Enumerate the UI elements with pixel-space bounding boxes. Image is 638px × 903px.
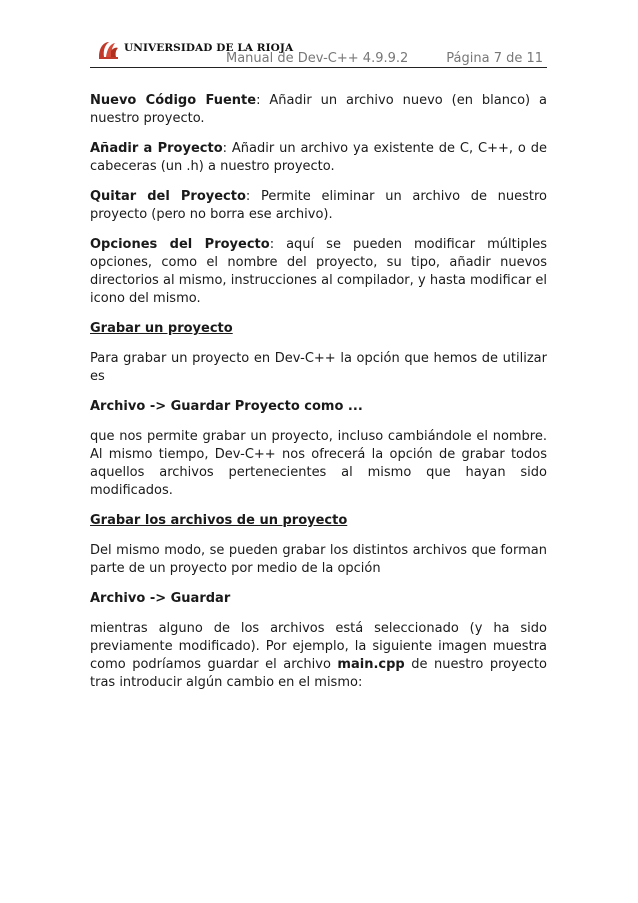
- definition: : Añadir un archivo ya existente de C, C++, o de cabeceras (un .h) a nuestro proyecto.: [90, 141, 547, 174]
- header-rule: [90, 67, 547, 68]
- term: Nuevo Código Fuente: [90, 93, 257, 108]
- heading-text: Grabar los archivos de un proyecto: [90, 513, 348, 528]
- page-header: [90, 38, 547, 70]
- university-name: UNIVERSIDAD DE LA RIOJA: [124, 42, 294, 54]
- filename: main.cpp: [337, 657, 405, 672]
- paragraph-grabar-detalle: que nos permite grabar un proyecto, incluso cambiándole el nombre. Al mismo tiempo, Dev-C++ nos ofrecerá la opción de grabar todos aquellos archivos pertenecientes al mismo que hayan sido modificados.: [90, 429, 547, 498]
- text: mientras alguno de los archivos está seleccionado (y ha sido previamente modificado). Por ejemplo, la siguiente imagen muestra como podríamos guardar el archivo: [90, 621, 547, 672]
- page-number: Página 7 de 11: [446, 51, 544, 66]
- paragraph-archivos-detalle: [90, 620, 547, 692]
- definition: : Permite eliminar un archivo de nuestro proyecto (pero no borra ese archivo).: [90, 189, 547, 222]
- section-heading-grabar-proyecto: [90, 320, 547, 338]
- paragraph-quitar-proyecto: [90, 188, 547, 224]
- term: Opciones del Proyecto: [90, 237, 270, 252]
- definition: : Añadir un archivo nuevo (en blanco) a nuestro proyecto.: [90, 93, 547, 126]
- term: Quitar del Proyecto: [90, 189, 246, 204]
- paragraph-opciones-proyecto: [90, 236, 547, 308]
- paragraph-anadir-proyecto: [90, 140, 547, 176]
- command-text: Archivo -> Guardar Proyecto como ...: [90, 399, 363, 414]
- paragraph-nuevo-codigo: [90, 92, 547, 128]
- menu-command-guardar-proyecto: [90, 398, 547, 416]
- command-text: Archivo -> Guardar: [90, 591, 231, 606]
- definition: : aquí se pueden modificar múltiples opciones, como el nombre del proyecto, su tipo, añadir nuevos directorios al mismo, instrucciones al compilador, y hasta modificar el icono del mismo.: [90, 237, 547, 306]
- term: Añadir a Proyecto: [90, 141, 223, 156]
- section-heading-grabar-archivos: [90, 512, 547, 530]
- paragraph-archivos-intro: Del mismo modo, se pueden grabar los distintos archivos que forman parte de un proyecto por medio de la opción: [90, 543, 547, 576]
- menu-command-guardar: [90, 590, 547, 608]
- university-logo-icon: [97, 39, 120, 61]
- paragraph-grabar-intro: Para grabar un proyecto en Dev-C++ la opción que hemos de utilizar es: [90, 351, 547, 384]
- header-info: [226, 51, 543, 66]
- text: de nuestro proyecto tras introducir algún cambio en el mismo:: [90, 657, 547, 690]
- document-title: Manual de Dev-C++ 4.9.9.2: [226, 51, 409, 66]
- document-body: [90, 92, 547, 704]
- heading-text: Grabar un proyecto: [90, 321, 233, 336]
